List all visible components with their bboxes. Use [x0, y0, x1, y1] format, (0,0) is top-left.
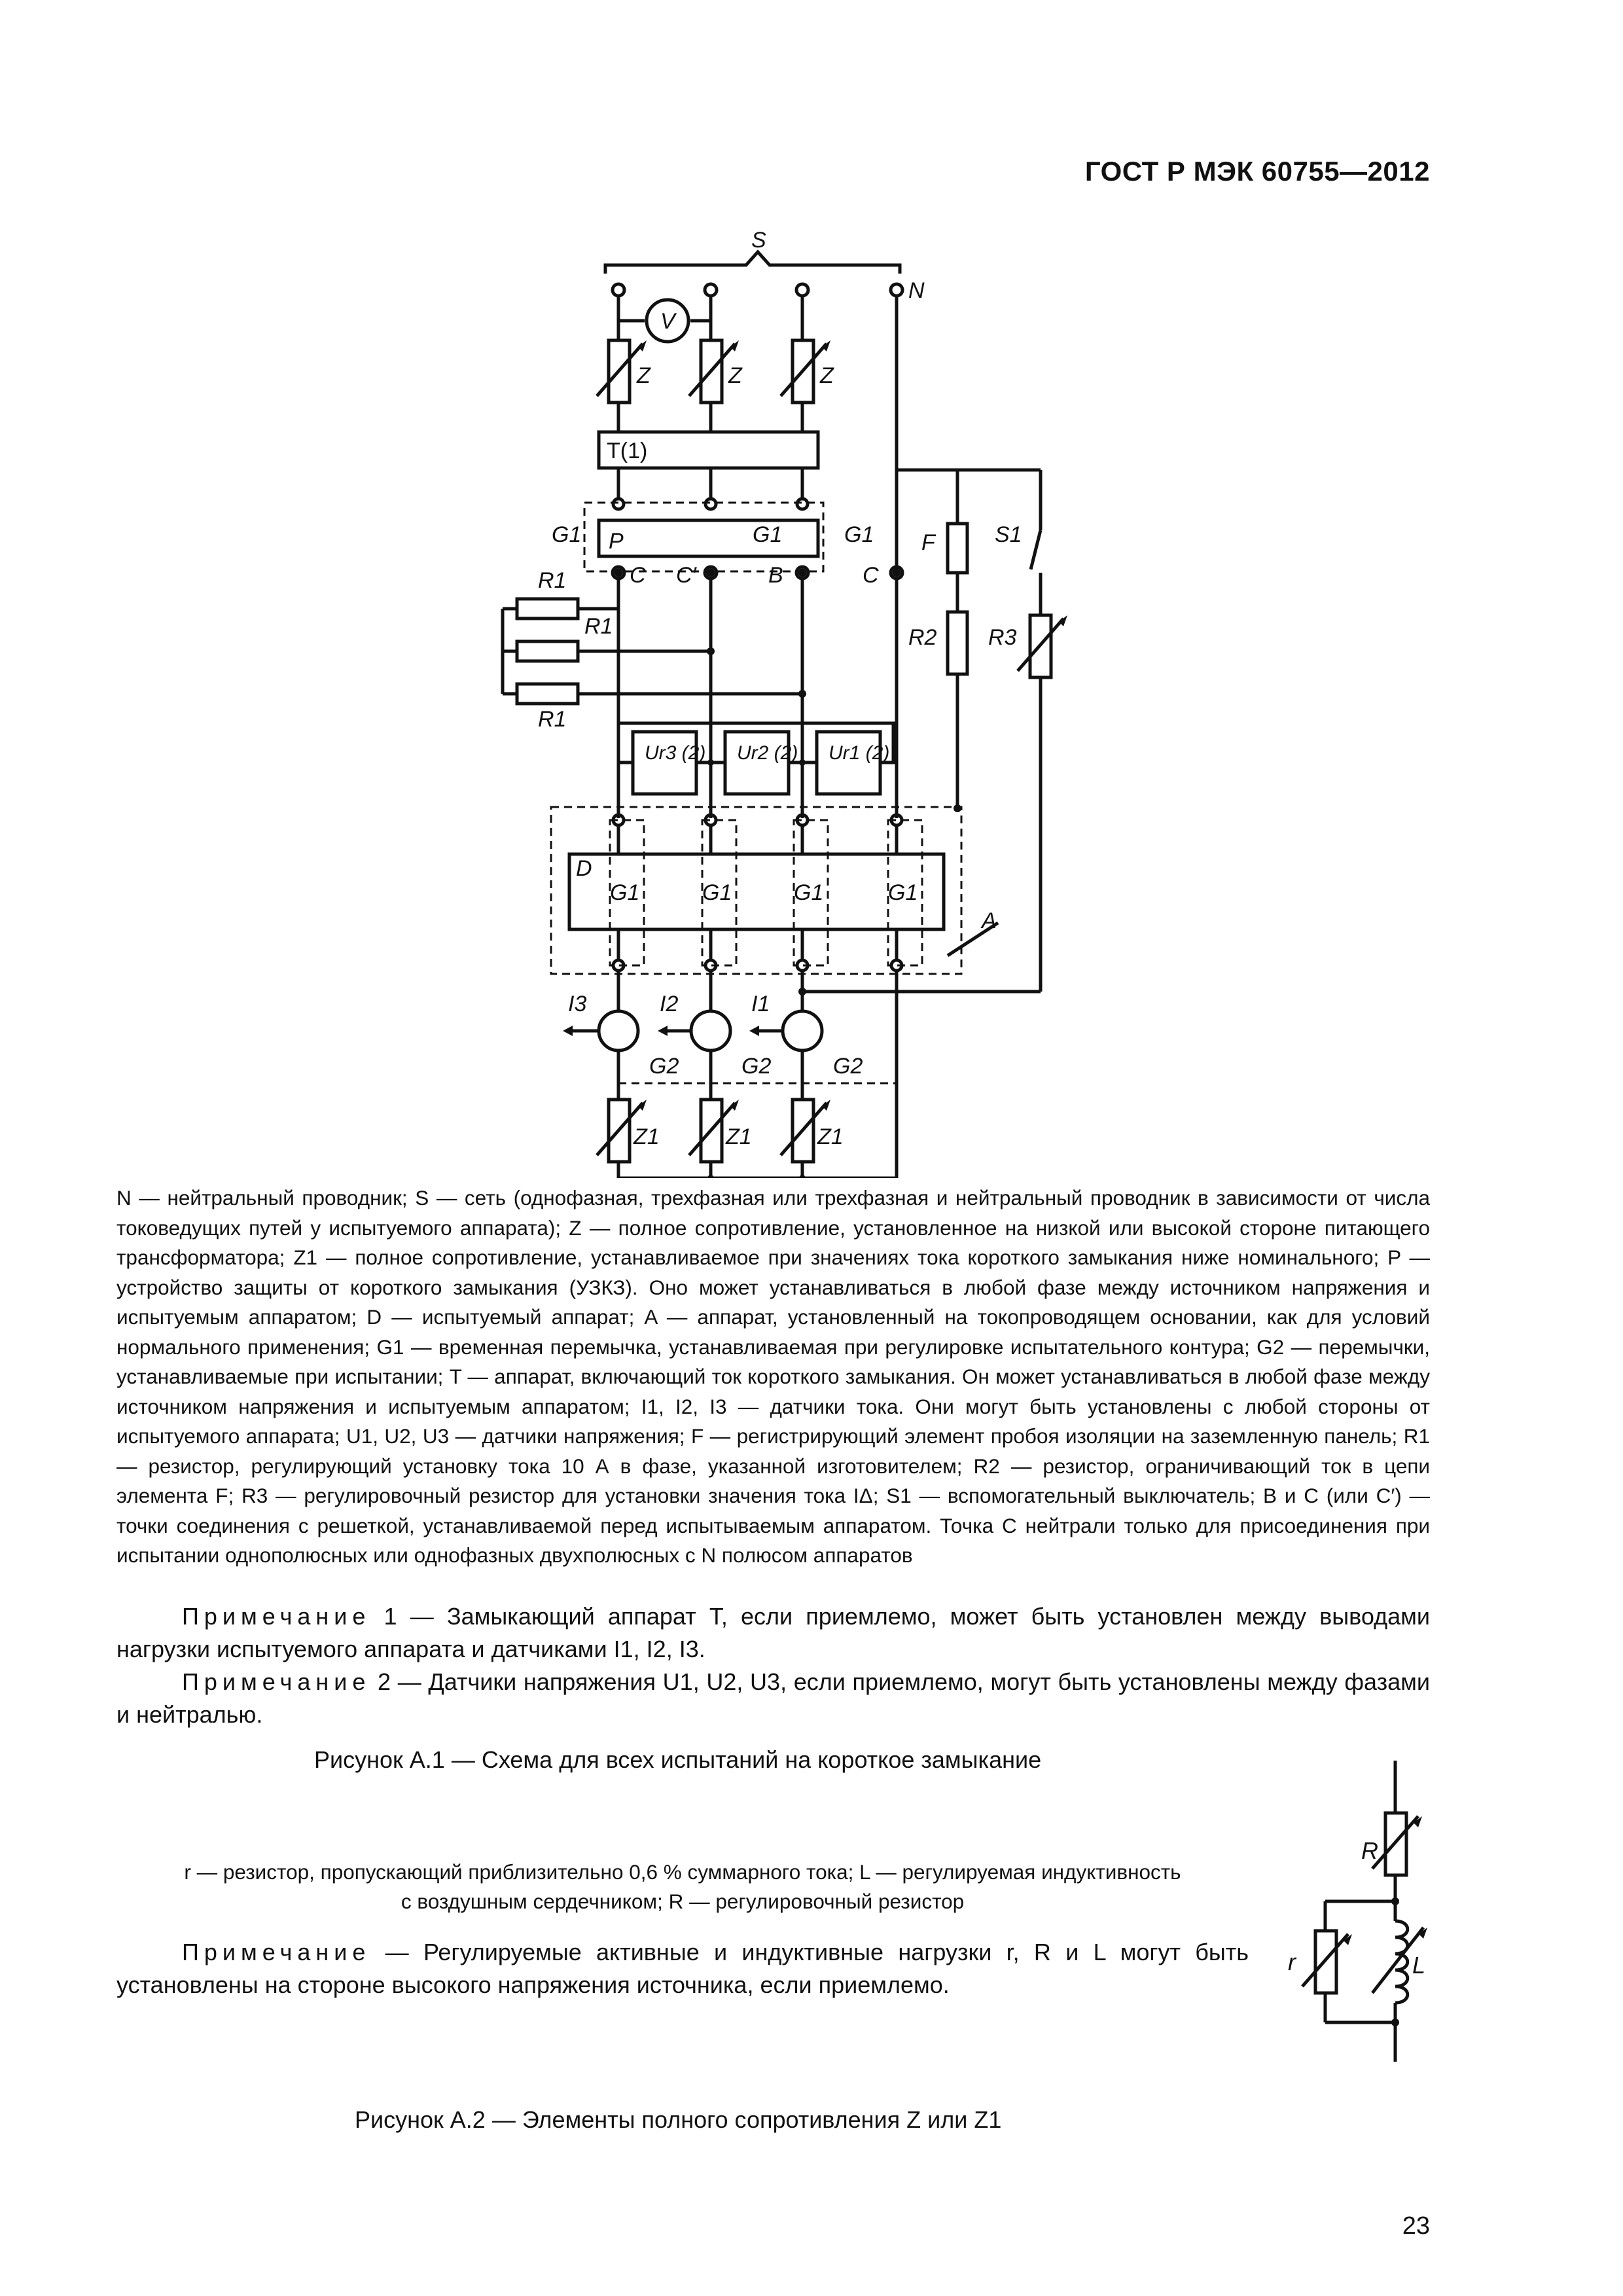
label-a: A [982, 908, 997, 933]
label-g1: G1 [552, 522, 582, 547]
note-3 [116, 1936, 1249, 2001]
label-l: L [1412, 1952, 1426, 1979]
label-v: V [660, 309, 675, 334]
label-g1: G1 [888, 880, 918, 905]
label-c-prime: C′ [676, 563, 696, 588]
note-text: — Замыкающий аппарат T, если приемлемо, может быть установлен между выводами нагрузки испытуемого аппарата и датчиками I1, I2, I3. [116, 1603, 1430, 1662]
label-r1: R1 [538, 568, 567, 593]
label-z: Z [637, 363, 651, 388]
label-r-lower: r [1288, 1948, 1296, 1975]
label-g1: G1 [844, 522, 874, 547]
label-z: Z [728, 363, 742, 388]
label-p: P [609, 529, 624, 554]
label-i2: I2 [660, 992, 679, 1016]
label-g2: G2 [741, 1054, 772, 1079]
label-g2: G2 [649, 1054, 679, 1079]
inductor-coil [1395, 1921, 1408, 2003]
legend2-line1: r — резистор, пропускающий приблизительно 0,6 % суммарного тока; L — регулируемая индуктивность [184, 1860, 1181, 1884]
label-c: C [630, 563, 646, 588]
label-g1: G1 [753, 522, 783, 547]
label-r2: R2 [908, 625, 937, 650]
label-z1: Z1 [726, 1124, 752, 1149]
note-label: Примечание [182, 1668, 371, 1695]
label-z: Z [820, 363, 834, 388]
supply-brace [605, 252, 900, 274]
legend2-line2: с воздушным сердечником; R — регулировочный резистор [401, 1890, 965, 1913]
label-b: B [768, 563, 783, 588]
label-r1: R1 [584, 614, 613, 639]
note-1 [116, 1600, 1430, 1666]
page-number: 23 [1402, 2212, 1430, 2240]
label-c: C [863, 563, 879, 588]
note-2 [116, 1666, 1430, 1731]
label-s1: S1 [995, 522, 1022, 547]
label-g1: G1 [702, 880, 732, 905]
sensor-u3-label: Ur3 (2) [645, 742, 706, 764]
current-sensor-i1 [783, 1011, 822, 1050]
note-text: — Датчики напряжения U1, U2, U3, если приемлемо, могут быть установлены между фазами и нейтралью. [116, 1668, 1430, 1728]
sensor-u2-label: Ur2 (2) [737, 742, 798, 764]
note-text: — Регулируемые активные и индуктивные нагрузки r, R и L могут быть установлены на стороне высокого напряжения источника, если приемлемо. [116, 1939, 1249, 1998]
label-n: N [908, 278, 925, 303]
label-g1: G1 [610, 880, 640, 905]
label-g1: G1 [794, 880, 824, 905]
label-z1: Z1 [633, 1124, 660, 1149]
label-r-upper: R [1361, 1837, 1378, 1864]
element-f [948, 524, 967, 573]
current-sensor-i3 [599, 1011, 638, 1050]
sensor-u1-label: Ur1 (2) [829, 742, 890, 764]
document-code: ГОСТ Р МЭК 60755—2012 [1084, 156, 1430, 187]
label-r3: R3 [988, 625, 1017, 650]
label-r1: R1 [538, 707, 567, 732]
figure-a2-legend [116, 1857, 1249, 1916]
label-i1: I1 [751, 992, 770, 1016]
current-sensor-i2 [691, 1011, 730, 1050]
legend-text: N — нейтральный проводник; S — сеть (однофазная, трехфазная или трехфазная и нейтральный проводник в зависимости от числа токоведущих путей у испытуемого аппарата); Z — полное сопротивление, установленное на низкой или высокой стороне питающего трансформатора; Z1 — полное сопротивление, устанавливаемое при значениях тока короткого замыкания ниже номинального; P — устройство защиты от короткого замыкания (УЗКЗ). Оно может устанавливаться в любой фазе между источником напряжения и испытуемым аппаратом; D — испытуемый аппарат; A — аппарат, установленный на токопроводящем основании, как для условий нормального применения; G1 — временная перемычка, устанавливаемая при регулировке испытательного контура; G2 — перемычки, устанавливаемые при испытании; T — аппарат, включающий ток короткого замыкания. Он может устанавливаться в любой фазе между источником напряжения и испытуемым аппаратом; I1, I2, I3 — датчики тока. Они могут быть установлены с любой стороны от испытуемого аппарата; U1, U2, U3 — датчики напряжения; F — регистрирующий элемент пробоя изоляции на заземленную панель; R1 — резистор, регулирующий установку тока 10 А в фазе, указанной изготовителем; R2 — резистор, ограничивающий ток в цепи элемента F; R3 — регулировочный резистор для установки значения тока IΔ; S1 — вспомогательный выключатель; B и C (или C′) — точки соединения с решеткой, устанавливаемой перед испытываемым аппаратом. Точка C нейтрали только для присоединения при испытании однополюсных или однофазных двухполюсных с N полюсом аппаратов [116, 1186, 1430, 1567]
label-f: F [921, 530, 935, 555]
figure-a2-caption: Рисунок А.2 — Элементы полного сопротивления Z или Z1 [355, 2106, 1002, 2133]
protective-device-p [599, 520, 818, 556]
label-g2: G2 [833, 1054, 863, 1079]
resistor-r2 [948, 612, 967, 674]
label-t: T(1) [607, 439, 648, 463]
label-i3: I3 [568, 992, 587, 1016]
note-number: 1 [383, 1603, 397, 1630]
figure-a1-legend [116, 1183, 1430, 1571]
label-z1: Z1 [817, 1124, 844, 1149]
note-number: 2 [378, 1668, 391, 1695]
label-d: D [576, 856, 592, 881]
note-label: Примечание [182, 1939, 371, 1965]
label-s: S [751, 228, 766, 253]
note-label: Примечание [182, 1603, 371, 1630]
figure-a1-caption: Рисунок А.1 — Схема для всех испытаний на короткое замыкание [314, 1746, 1042, 1773]
